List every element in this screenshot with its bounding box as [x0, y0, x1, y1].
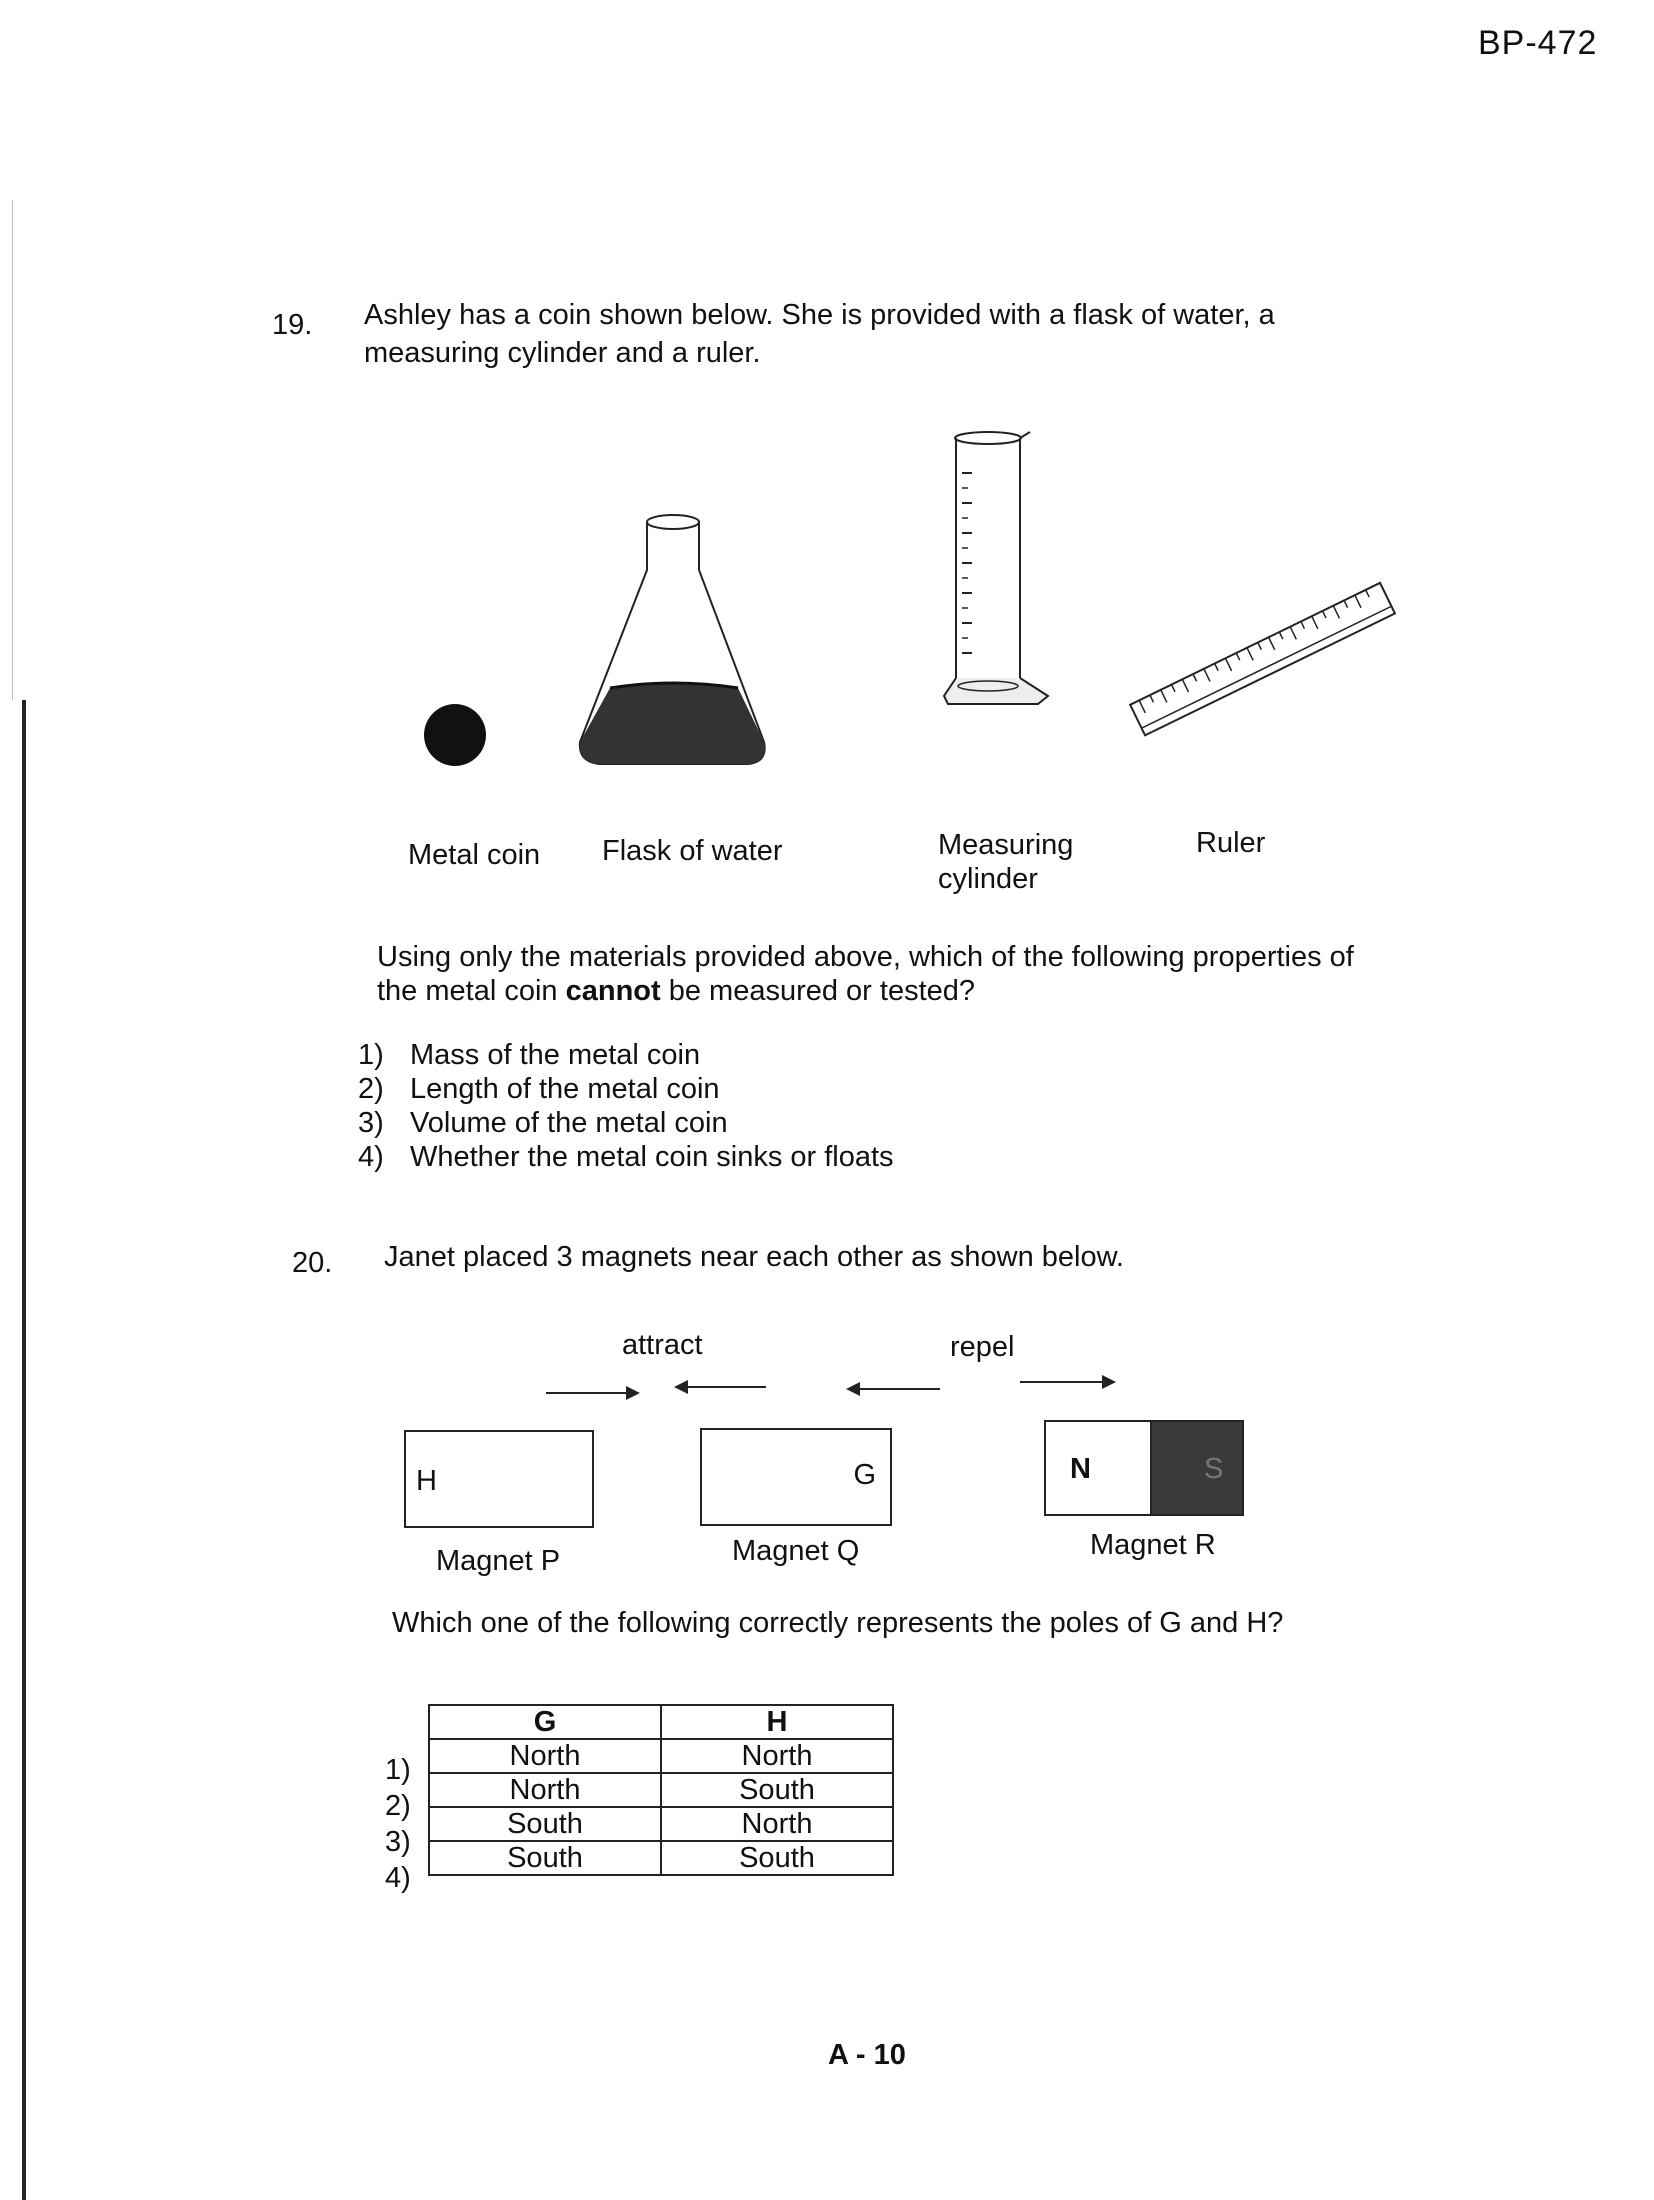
magnet-q-pole: G: [853, 1459, 876, 1491]
q20-option-2-number[interactable]: 2): [385, 1790, 411, 1822]
q20-question: Which one of the following correctly represents the poles of G and H?: [392, 1607, 1284, 1639]
q19-question-line1: Using only the materials provided above, which of the following properties of: [377, 941, 1354, 973]
magnet-p-label: Magnet P: [436, 1545, 561, 1577]
q19-question-pre: the metal coin: [377, 975, 566, 1007]
table-row[interactable]: [429, 1739, 893, 1773]
magnet-r-pole-n: N: [1070, 1453, 1091, 1485]
table-row[interactable]: [429, 1773, 893, 1807]
arrow-right-repel: [1020, 1381, 1114, 1383]
q19-option-1[interactable]: [358, 1038, 700, 1072]
label-cylinder-line1: Measuring: [938, 829, 1074, 861]
page-edge-line: [22, 700, 26, 2200]
flask-of-water-image: [570, 510, 770, 780]
label-ruler: Ruler: [1196, 827, 1266, 859]
page-number: A - 10: [828, 2039, 906, 2071]
table-cell-g: North: [429, 1739, 661, 1773]
magnet-r-north-half: [1046, 1422, 1152, 1514]
table-cell-g: South: [429, 1841, 661, 1875]
q19-stem-line1: Ashley has a coin shown below. She is provided with a flask of water, a: [364, 299, 1275, 331]
table-header-h: H: [661, 1705, 893, 1739]
table-cell-h: North: [661, 1739, 893, 1773]
table-row[interactable]: [429, 1807, 893, 1841]
magnet-r-pole-s: S: [1204, 1453, 1224, 1485]
option-number: 1): [358, 1039, 384, 1071]
label-cylinder-line2: cylinder: [938, 863, 1038, 895]
q20-option-numbers: [385, 1752, 411, 1896]
q19-number: 19.: [272, 309, 313, 341]
q19-option-4[interactable]: [358, 1140, 894, 1174]
ruler-image: [1118, 560, 1408, 760]
option-text: Mass of the metal coin: [410, 1039, 701, 1071]
q20-option-3-number[interactable]: 3): [385, 1826, 411, 1858]
option-text: Whether the metal coin sinks or floats: [410, 1141, 894, 1173]
option-text: Volume of the metal coin: [410, 1107, 728, 1139]
label-metal-coin: Metal coin: [408, 839, 541, 871]
q20-stem: Janet placed 3 magnets near each other as shown below.: [384, 1241, 1124, 1273]
q19-option-3[interactable]: [358, 1106, 728, 1140]
arrow-left-attract: [676, 1386, 766, 1388]
q19-question-bold: cannot: [565, 975, 661, 1007]
magnet-q: [700, 1428, 892, 1526]
magnet-p: [404, 1430, 594, 1528]
q19-option-2[interactable]: [358, 1072, 720, 1106]
arrow-left-repel: [848, 1388, 940, 1390]
option-number: 2): [358, 1073, 384, 1105]
magnet-r: [1044, 1420, 1244, 1516]
option-number: 4): [358, 1141, 384, 1173]
table-cell-h: North: [661, 1807, 893, 1841]
magnet-r-south-half: [1152, 1422, 1242, 1514]
repel-label: repel: [950, 1331, 1015, 1363]
arrow-right-attract: [546, 1392, 638, 1394]
option-number: 3): [358, 1107, 384, 1139]
table-cell-g: North: [429, 1773, 661, 1807]
table-header-row: [429, 1705, 893, 1739]
page-code: BP-472: [1478, 24, 1598, 62]
option-text: Length of the metal coin: [410, 1073, 720, 1105]
measuring-cylinder-image: [938, 428, 1058, 718]
magnet-p-pole: H: [416, 1465, 437, 1497]
table-row[interactable]: [429, 1841, 893, 1875]
magnet-r-label: Magnet R: [1090, 1529, 1216, 1561]
q19-question-post: be measured or tested?: [660, 975, 976, 1007]
table-cell-g: South: [429, 1807, 661, 1841]
label-flask: Flask of water: [602, 835, 783, 867]
q20-number: 20.: [292, 1247, 333, 1279]
table-cell-h: South: [661, 1773, 893, 1807]
table-cell-h: South: [661, 1841, 893, 1875]
q19-question-line2: [377, 974, 975, 1008]
q20-option-1-number[interactable]: 1): [385, 1754, 411, 1786]
magnet-q-label: Magnet Q: [732, 1535, 860, 1567]
q20-answer-table: [428, 1704, 894, 1876]
q19-stem-line2: measuring cylinder and a ruler.: [364, 337, 761, 369]
table-header-g: G: [429, 1705, 661, 1739]
q20-option-4-number[interactable]: 4): [385, 1862, 411, 1894]
metal-coin-image: [420, 700, 490, 770]
page-edge-faint-line: [12, 200, 13, 700]
attract-label: attract: [622, 1329, 703, 1361]
